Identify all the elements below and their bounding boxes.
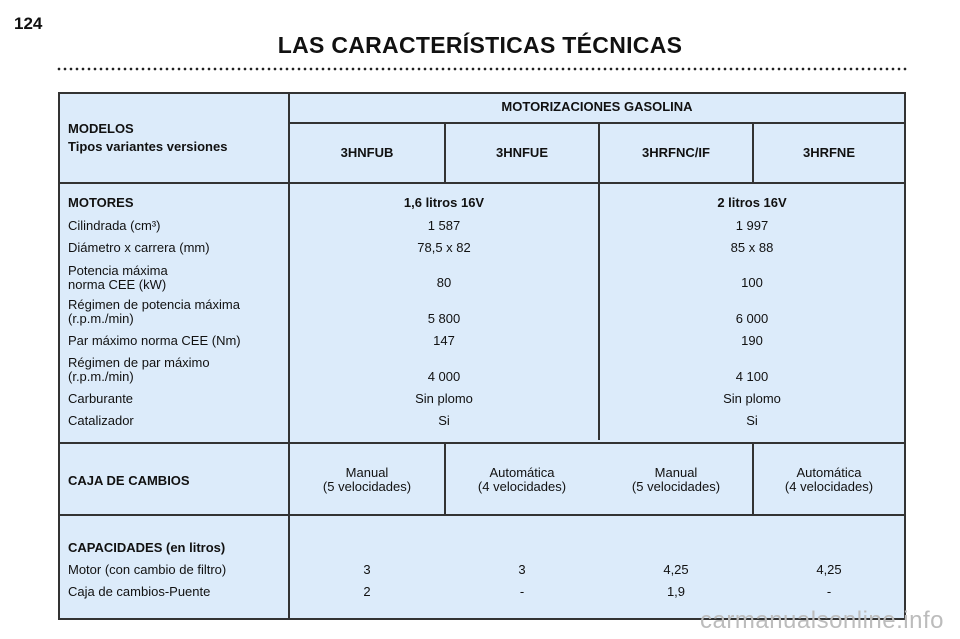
page-title: LAS CARACTERÍSTICAS TÉCNICAS <box>277 32 683 58</box>
engine-name: 2 litros 16V <box>717 195 787 210</box>
spec-value: 100 <box>741 275 763 290</box>
spec-value: 80 <box>436 275 452 290</box>
spec-value: Sin plomo <box>415 391 473 406</box>
capacity-value: 4,25 <box>663 562 689 577</box>
spec-value: Si <box>438 413 450 428</box>
spec-value: 190 <box>741 333 763 348</box>
spec-label: (r.p.m./min) <box>68 311 134 326</box>
version-header: 3HRFNE <box>802 145 855 160</box>
gearbox-type: Manual <box>345 465 389 480</box>
gearbox-type: Manual <box>654 465 698 480</box>
spec-value: 4 100 <box>735 369 769 384</box>
gearbox-speeds: (5 velocidades) <box>631 479 721 494</box>
version-header: 3HNFUE <box>495 145 548 160</box>
spec-value: Si <box>746 413 758 428</box>
spec-label: Par máximo norma CEE (Nm) <box>68 333 241 348</box>
spec-label: norma CEE (kW) <box>68 277 167 292</box>
tipos-label: Tipos variantes versiones <box>68 139 228 154</box>
spec-value: 147 <box>433 333 455 348</box>
spec-value: 1 587 <box>427 218 461 233</box>
gearbox-speeds: (4 velocidades) <box>477 479 567 494</box>
modelos-label: MODELOS <box>68 121 134 136</box>
spec-value: 4 000 <box>427 369 461 384</box>
grid-line <box>60 442 904 444</box>
version-header: 3HRFNC/IF <box>642 145 710 160</box>
spec-value: 85 x 88 <box>730 240 774 255</box>
gearbox-heading: CAJA DE CAMBIOS <box>68 473 190 488</box>
engine-name: 1,6 litros 16V <box>403 195 485 210</box>
version-header: 3HNFUB <box>340 145 394 160</box>
capacities-heading: CAPACIDADES (en litros) <box>68 540 226 555</box>
gearbox-speeds: (5 velocidades) <box>322 479 412 494</box>
spec-label: Catalizador <box>68 413 134 428</box>
spec-label: Régimen de par máximo <box>68 355 210 370</box>
spec-value: 1 997 <box>735 218 769 233</box>
grid-line <box>60 514 904 516</box>
group-header: MOTORIZACIONES GASOLINA <box>501 99 693 114</box>
spec-label: Régimen de potencia máxima <box>68 297 240 312</box>
spec-value: 78,5 x 82 <box>417 240 471 255</box>
capacity-label: Caja de cambios-Puente <box>68 584 211 599</box>
spec-label: Carburante <box>68 391 134 406</box>
capacity-value: 3 <box>518 562 526 577</box>
grid-line <box>288 122 904 124</box>
capacity-label: Motor (con cambio de filtro) <box>68 562 227 577</box>
grid-line <box>288 94 290 618</box>
capacity-value: - <box>519 584 525 599</box>
capacity-value: 2 <box>363 584 371 599</box>
spec-value: Sin plomo <box>723 391 781 406</box>
spec-label: Diámetro x carrera (mm) <box>68 240 210 255</box>
dotted-divider <box>56 66 908 72</box>
motores-heading: MOTORES <box>68 195 134 210</box>
grid-line <box>60 182 904 184</box>
gearbox-type: Automática <box>796 465 862 480</box>
spec-label: Cilindrada (cm³) <box>68 218 161 233</box>
spec-value: 6 000 <box>735 311 769 326</box>
page-number: 124 <box>14 14 43 33</box>
capacity-value: 4,25 <box>816 562 842 577</box>
spec-label: (r.p.m./min) <box>68 369 134 384</box>
capacity-value: - <box>826 584 832 599</box>
watermark: carmanualsonline.info <box>700 607 944 634</box>
gearbox-speeds: (4 velocidades) <box>784 479 874 494</box>
spec-label: Potencia máxima <box>68 263 168 278</box>
capacity-value: 1,9 <box>666 584 686 599</box>
gearbox-type: Automática <box>489 465 555 480</box>
capacity-value: 3 <box>363 562 371 577</box>
spec-table <box>58 92 906 620</box>
spec-value: 5 800 <box>427 311 461 326</box>
